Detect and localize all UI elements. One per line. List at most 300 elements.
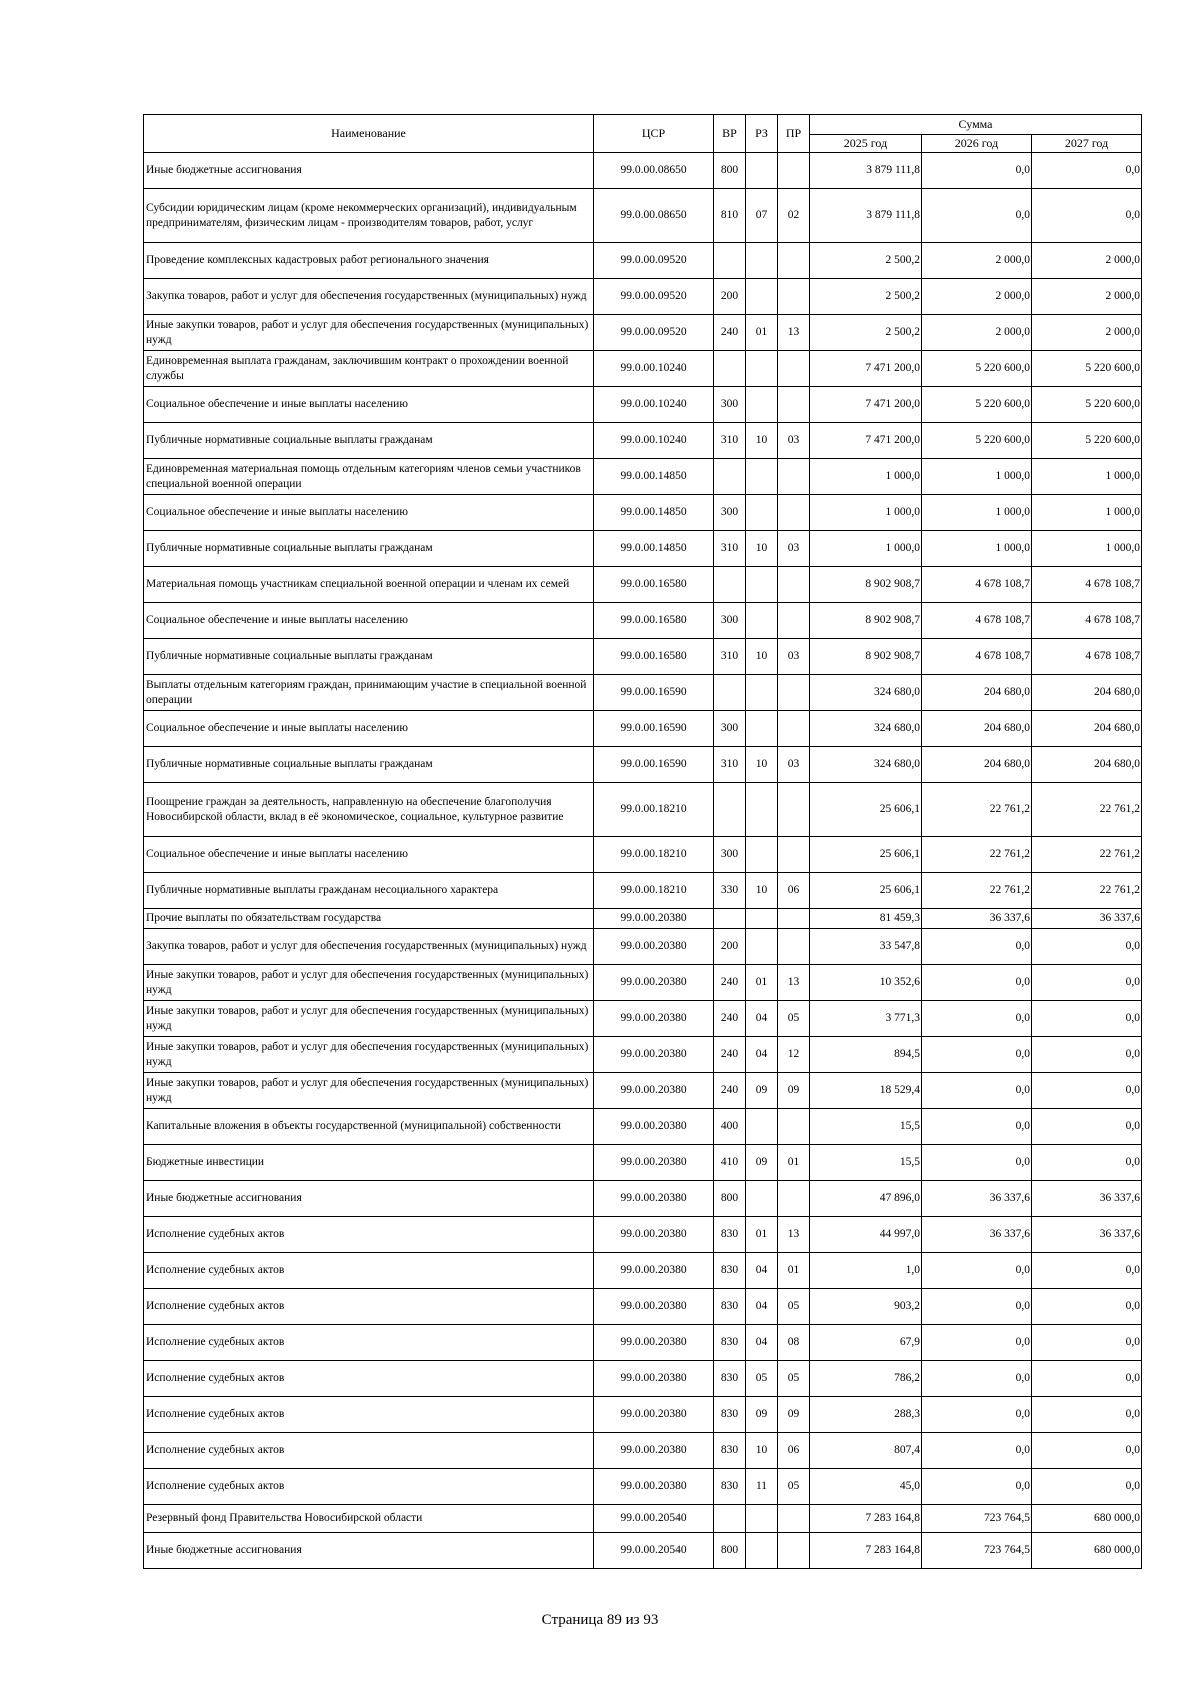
cell-y2025: 18 529,4	[810, 1073, 922, 1109]
cell-y2025: 807,4	[810, 1433, 922, 1469]
cell-csr: 99.0.00.16580	[594, 567, 714, 603]
cell-rz: 09	[746, 1397, 778, 1433]
table-row	[144, 929, 1142, 965]
cell-csr: 99.0.00.16580	[594, 639, 714, 675]
cell-csr: 99.0.00.18210	[594, 783, 714, 837]
table-header	[144, 115, 1142, 153]
table-row	[144, 189, 1142, 243]
cell-vr: 830	[714, 1253, 746, 1289]
cell-csr: 99.0.00.20380	[594, 1109, 714, 1145]
cell-y2025: 2 500,2	[810, 315, 922, 351]
cell-vr: 310	[714, 639, 746, 675]
cell-pr: 06	[778, 1433, 810, 1469]
cell-y2027: 0,0	[1032, 1325, 1142, 1361]
cell-y2025: 1 000,0	[810, 459, 922, 495]
cell-name: Исполнение судебных актов	[144, 1397, 594, 1433]
cell-y2027: 5 220 600,0	[1032, 423, 1142, 459]
cell-y2026: 0,0	[922, 1325, 1032, 1361]
cell-pr: 05	[778, 1361, 810, 1397]
cell-y2026: 1 000,0	[922, 531, 1032, 567]
table-row	[144, 1469, 1142, 1505]
header-2026: 2026 год	[922, 135, 1032, 153]
cell-pr	[778, 837, 810, 873]
cell-csr: 99.0.00.16590	[594, 747, 714, 783]
cell-y2025: 7 283 164,8	[810, 1505, 922, 1533]
cell-rz: 10	[746, 423, 778, 459]
cell-pr	[778, 1533, 810, 1569]
cell-vr: 830	[714, 1325, 746, 1361]
cell-pr: 03	[778, 531, 810, 567]
cell-pr	[778, 1109, 810, 1145]
cell-csr: 99.0.00.14850	[594, 495, 714, 531]
cell-y2025: 1,0	[810, 1253, 922, 1289]
cell-y2026: 0,0	[922, 153, 1032, 189]
cell-rz	[746, 603, 778, 639]
cell-rz: 09	[746, 1073, 778, 1109]
cell-pr	[778, 567, 810, 603]
cell-csr: 99.0.00.20380	[594, 1073, 714, 1109]
cell-vr	[714, 909, 746, 929]
cell-name: Капитальные вложения в объекты государственной (муниципальной) собственности	[144, 1109, 594, 1145]
table-row	[144, 315, 1142, 351]
cell-vr: 830	[714, 1469, 746, 1505]
table-row	[144, 531, 1142, 567]
cell-csr: 99.0.00.20380	[594, 1253, 714, 1289]
cell-name: Выплаты отдельным категориям граждан, принимающим участие в специальной военной операции	[144, 675, 594, 711]
cell-name: Публичные нормативные выплаты гражданам несоциального характера	[144, 873, 594, 909]
table-row	[144, 1037, 1142, 1073]
cell-csr: 99.0.00.08650	[594, 189, 714, 243]
table-row	[144, 495, 1142, 531]
cell-csr: 99.0.00.16580	[594, 603, 714, 639]
cell-y2027: 204 680,0	[1032, 675, 1142, 711]
cell-vr: 240	[714, 1073, 746, 1109]
cell-csr: 99.0.00.08650	[594, 153, 714, 189]
cell-vr: 830	[714, 1397, 746, 1433]
header-rz: РЗ	[746, 115, 778, 153]
cell-y2026: 0,0	[922, 1253, 1032, 1289]
cell-y2025: 3 879 111,8	[810, 153, 922, 189]
cell-csr: 99.0.00.14850	[594, 459, 714, 495]
table-row	[144, 351, 1142, 387]
header-csr: ЦСР	[594, 115, 714, 153]
cell-y2027: 0,0	[1032, 1361, 1142, 1397]
cell-csr: 99.0.00.09520	[594, 315, 714, 351]
cell-pr: 03	[778, 423, 810, 459]
cell-y2025: 1 000,0	[810, 531, 922, 567]
table-row	[144, 423, 1142, 459]
cell-y2026: 0,0	[922, 1109, 1032, 1145]
cell-y2025: 8 902 908,7	[810, 567, 922, 603]
cell-vr: 830	[714, 1289, 746, 1325]
cell-y2026: 36 337,6	[922, 1217, 1032, 1253]
cell-y2027: 22 761,2	[1032, 837, 1142, 873]
cell-y2027: 0,0	[1032, 1109, 1142, 1145]
cell-csr: 99.0.00.20540	[594, 1533, 714, 1569]
cell-name: Публичные нормативные социальные выплаты гражданам	[144, 639, 594, 675]
cell-y2025: 47 896,0	[810, 1181, 922, 1217]
cell-csr: 99.0.00.16590	[594, 675, 714, 711]
cell-pr	[778, 783, 810, 837]
cell-y2025: 25 606,1	[810, 837, 922, 873]
cell-vr	[714, 675, 746, 711]
cell-y2027: 2 000,0	[1032, 315, 1142, 351]
cell-y2026: 0,0	[922, 1361, 1032, 1397]
cell-vr	[714, 351, 746, 387]
cell-vr: 300	[714, 603, 746, 639]
cell-pr	[778, 711, 810, 747]
cell-name: Социальное обеспечение и иные выплаты населению	[144, 837, 594, 873]
cell-y2026: 5 220 600,0	[922, 423, 1032, 459]
table-row	[144, 747, 1142, 783]
table-row	[144, 1001, 1142, 1037]
cell-csr: 99.0.00.20380	[594, 1397, 714, 1433]
cell-name: Проведение комплексных кадастровых работ регионального значения	[144, 243, 594, 279]
cell-y2027: 1 000,0	[1032, 531, 1142, 567]
table-row	[144, 1397, 1142, 1433]
cell-y2027: 2 000,0	[1032, 243, 1142, 279]
cell-y2025: 1 000,0	[810, 495, 922, 531]
header-pr: ПР	[778, 115, 810, 153]
cell-rz: 10	[746, 531, 778, 567]
cell-y2025: 15,5	[810, 1109, 922, 1145]
table-row	[144, 1533, 1142, 1569]
cell-csr: 99.0.00.20380	[594, 1145, 714, 1181]
header-vr: ВР	[714, 115, 746, 153]
cell-y2027: 22 761,2	[1032, 873, 1142, 909]
cell-name: Публичные нормативные социальные выплаты гражданам	[144, 531, 594, 567]
cell-rz: 09	[746, 1145, 778, 1181]
cell-vr: 400	[714, 1109, 746, 1145]
cell-pr	[778, 279, 810, 315]
cell-y2027: 0,0	[1032, 1469, 1142, 1505]
cell-vr	[714, 567, 746, 603]
cell-name: Исполнение судебных актов	[144, 1253, 594, 1289]
cell-pr: 01	[778, 1145, 810, 1181]
cell-y2025: 8 902 908,7	[810, 639, 922, 675]
cell-y2025: 7 471 200,0	[810, 387, 922, 423]
cell-y2027: 22 761,2	[1032, 783, 1142, 837]
table-row	[144, 639, 1142, 675]
cell-y2025: 2 500,2	[810, 243, 922, 279]
cell-y2026: 22 761,2	[922, 837, 1032, 873]
cell-name: Закупка товаров, работ и услуг для обеспечения государственных (муниципальных) нужд	[144, 929, 594, 965]
cell-name: Исполнение судебных актов	[144, 1217, 594, 1253]
cell-y2027: 0,0	[1032, 1289, 1142, 1325]
cell-y2025: 15,5	[810, 1145, 922, 1181]
cell-y2027: 36 337,6	[1032, 1181, 1142, 1217]
cell-y2026: 0,0	[922, 1073, 1032, 1109]
cell-rz	[746, 387, 778, 423]
budget-table	[143, 114, 1142, 1569]
cell-name: Иные бюджетные ассигнования	[144, 153, 594, 189]
cell-y2027: 0,0	[1032, 1253, 1142, 1289]
cell-pr	[778, 495, 810, 531]
cell-rz	[746, 153, 778, 189]
cell-rz: 01	[746, 315, 778, 351]
cell-name: Исполнение судебных актов	[144, 1325, 594, 1361]
cell-vr: 310	[714, 747, 746, 783]
cell-y2025: 324 680,0	[810, 747, 922, 783]
cell-y2027: 680 000,0	[1032, 1533, 1142, 1569]
cell-y2026: 4 678 108,7	[922, 567, 1032, 603]
cell-rz: 05	[746, 1361, 778, 1397]
cell-y2027: 204 680,0	[1032, 711, 1142, 747]
header-sum: Сумма	[810, 115, 1142, 135]
cell-rz	[746, 567, 778, 603]
cell-csr: 99.0.00.09520	[594, 279, 714, 315]
cell-name: Исполнение судебных актов	[144, 1289, 594, 1325]
cell-name: Прочие выплаты по обязательствам государства	[144, 909, 594, 929]
cell-rz	[746, 1181, 778, 1217]
cell-name: Субсидии юридическим лицам (кроме некоммерческих организаций), индивидуальным предпринимателям, физическим лицам - производителям товаров, работ, услуг	[144, 189, 594, 243]
header-2027: 2027 год	[1032, 135, 1142, 153]
cell-vr: 240	[714, 1037, 746, 1073]
cell-vr: 200	[714, 279, 746, 315]
cell-vr: 830	[714, 1361, 746, 1397]
cell-pr	[778, 909, 810, 929]
table-row	[144, 1361, 1142, 1397]
cell-y2026: 0,0	[922, 189, 1032, 243]
cell-rz	[746, 711, 778, 747]
cell-csr: 99.0.00.20540	[594, 1505, 714, 1533]
cell-rz: 10	[746, 639, 778, 675]
table-row	[144, 243, 1142, 279]
table-row	[144, 459, 1142, 495]
cell-y2026: 1 000,0	[922, 459, 1032, 495]
cell-name: Бюджетные инвестиции	[144, 1145, 594, 1181]
table-body	[144, 153, 1142, 1569]
cell-rz: 04	[746, 1037, 778, 1073]
cell-name: Публичные нормативные социальные выплаты гражданам	[144, 747, 594, 783]
cell-pr: 01	[778, 1253, 810, 1289]
cell-csr: 99.0.00.20380	[594, 1325, 714, 1361]
cell-vr: 330	[714, 873, 746, 909]
cell-y2027: 0,0	[1032, 1001, 1142, 1037]
cell-y2026: 723 764,5	[922, 1505, 1032, 1533]
cell-name: Иные закупки товаров, работ и услуг для обеспечения государственных (муниципальных) нужд	[144, 1073, 594, 1109]
table-row	[144, 1145, 1142, 1181]
table-row	[144, 1109, 1142, 1145]
cell-y2027: 1 000,0	[1032, 459, 1142, 495]
cell-y2026: 0,0	[922, 1433, 1032, 1469]
cell-vr: 200	[714, 929, 746, 965]
cell-y2026: 4 678 108,7	[922, 603, 1032, 639]
cell-rz	[746, 909, 778, 929]
cell-rz	[746, 351, 778, 387]
cell-vr: 310	[714, 531, 746, 567]
cell-y2026: 0,0	[922, 1397, 1032, 1433]
cell-y2026: 0,0	[922, 1145, 1032, 1181]
cell-y2026: 5 220 600,0	[922, 351, 1032, 387]
cell-csr: 99.0.00.16590	[594, 711, 714, 747]
cell-y2026: 0,0	[922, 1289, 1032, 1325]
cell-vr: 830	[714, 1217, 746, 1253]
cell-csr: 99.0.00.20380	[594, 965, 714, 1001]
cell-y2026: 36 337,6	[922, 1181, 1032, 1217]
cell-csr: 99.0.00.20380	[594, 1433, 714, 1469]
cell-rz: 04	[746, 1289, 778, 1325]
cell-name: Социальное обеспечение и иные выплаты населению	[144, 387, 594, 423]
cell-rz: 01	[746, 965, 778, 1001]
cell-y2027: 36 337,6	[1032, 1217, 1142, 1253]
cell-y2026: 2 000,0	[922, 279, 1032, 315]
cell-y2027: 0,0	[1032, 1397, 1142, 1433]
cell-y2026: 22 761,2	[922, 873, 1032, 909]
cell-y2025: 81 459,3	[810, 909, 922, 929]
cell-y2025: 2 500,2	[810, 279, 922, 315]
cell-name: Иные бюджетные ассигнования	[144, 1533, 594, 1569]
cell-y2026: 723 764,5	[922, 1533, 1032, 1569]
cell-rz: 04	[746, 1253, 778, 1289]
cell-y2027: 1 000,0	[1032, 495, 1142, 531]
cell-name: Резервный фонд Правительства Новосибирской области	[144, 1505, 594, 1533]
cell-vr: 800	[714, 1181, 746, 1217]
header-name: Наименование	[144, 115, 594, 153]
table-row	[144, 873, 1142, 909]
cell-vr: 300	[714, 837, 746, 873]
cell-pr: 05	[778, 1289, 810, 1325]
cell-y2025: 7 471 200,0	[810, 351, 922, 387]
table-row	[144, 153, 1142, 189]
table-row	[144, 1325, 1142, 1361]
cell-pr	[778, 1181, 810, 1217]
cell-y2025: 45,0	[810, 1469, 922, 1505]
cell-rz	[746, 1533, 778, 1569]
cell-y2027: 4 678 108,7	[1032, 603, 1142, 639]
cell-y2026: 4 678 108,7	[922, 639, 1032, 675]
cell-name: Исполнение судебных актов	[144, 1469, 594, 1505]
cell-rz	[746, 675, 778, 711]
table-row	[144, 603, 1142, 639]
cell-y2027: 0,0	[1032, 1433, 1142, 1469]
cell-pr: 13	[778, 315, 810, 351]
cell-csr: 99.0.00.20380	[594, 929, 714, 965]
cell-y2025: 894,5	[810, 1037, 922, 1073]
cell-y2026: 2 000,0	[922, 243, 1032, 279]
cell-pr: 08	[778, 1325, 810, 1361]
cell-rz	[746, 243, 778, 279]
table-row	[144, 909, 1142, 929]
cell-y2026: 0,0	[922, 965, 1032, 1001]
cell-y2027: 36 337,6	[1032, 909, 1142, 929]
cell-pr	[778, 1505, 810, 1533]
cell-y2025: 44 997,0	[810, 1217, 922, 1253]
cell-vr: 800	[714, 153, 746, 189]
cell-y2025: 903,2	[810, 1289, 922, 1325]
cell-y2027: 0,0	[1032, 189, 1142, 243]
cell-rz: 04	[746, 1325, 778, 1361]
cell-pr	[778, 387, 810, 423]
cell-vr	[714, 243, 746, 279]
cell-y2025: 67,9	[810, 1325, 922, 1361]
cell-vr: 300	[714, 495, 746, 531]
cell-name: Закупка товаров, работ и услуг для обеспечения государственных (муниципальных) нужд	[144, 279, 594, 315]
cell-y2026: 0,0	[922, 1469, 1032, 1505]
cell-name: Единовременная выплата гражданам, заключившим контракт о прохождении военной службы	[144, 351, 594, 387]
cell-rz: 04	[746, 1001, 778, 1037]
cell-y2025: 7 471 200,0	[810, 423, 922, 459]
cell-name: Социальное обеспечение и иные выплаты населению	[144, 603, 594, 639]
cell-vr: 830	[714, 1433, 746, 1469]
cell-csr: 99.0.00.18210	[594, 837, 714, 873]
cell-y2025: 324 680,0	[810, 675, 922, 711]
cell-y2025: 324 680,0	[810, 711, 922, 747]
cell-y2027: 0,0	[1032, 153, 1142, 189]
cell-rz: 10	[746, 873, 778, 909]
cell-vr: 410	[714, 1145, 746, 1181]
cell-vr: 300	[714, 387, 746, 423]
table-row	[144, 711, 1142, 747]
cell-pr	[778, 459, 810, 495]
cell-name: Иные закупки товаров, работ и услуг для обеспечения государственных (муниципальных) нужд	[144, 1037, 594, 1073]
cell-pr: 09	[778, 1073, 810, 1109]
cell-y2027: 4 678 108,7	[1032, 567, 1142, 603]
cell-y2027: 2 000,0	[1032, 279, 1142, 315]
cell-y2025: 25 606,1	[810, 873, 922, 909]
cell-vr: 310	[714, 423, 746, 459]
cell-pr: 13	[778, 1217, 810, 1253]
cell-y2026: 2 000,0	[922, 315, 1032, 351]
cell-rz: 01	[746, 1217, 778, 1253]
cell-name: Иные закупки товаров, работ и услуг для обеспечения государственных (муниципальных) нужд	[144, 315, 594, 351]
table-row	[144, 279, 1142, 315]
cell-vr	[714, 459, 746, 495]
cell-csr: 99.0.00.20380	[594, 1181, 714, 1217]
cell-y2025: 786,2	[810, 1361, 922, 1397]
budget-table-sheet	[143, 114, 1141, 1569]
cell-vr	[714, 1505, 746, 1533]
cell-vr: 800	[714, 1533, 746, 1569]
cell-y2025: 10 352,6	[810, 965, 922, 1001]
cell-pr: 02	[778, 189, 810, 243]
cell-y2027: 0,0	[1032, 1073, 1142, 1109]
cell-name: Исполнение судебных актов	[144, 1433, 594, 1469]
cell-pr: 13	[778, 965, 810, 1001]
cell-y2027: 4 678 108,7	[1032, 639, 1142, 675]
cell-y2026: 1 000,0	[922, 495, 1032, 531]
cell-csr: 99.0.00.14850	[594, 531, 714, 567]
table-row	[144, 675, 1142, 711]
cell-vr: 240	[714, 315, 746, 351]
cell-pr	[778, 603, 810, 639]
cell-name: Социальное обеспечение и иные выплаты населению	[144, 495, 594, 531]
table-row	[144, 1433, 1142, 1469]
cell-rz	[746, 459, 778, 495]
cell-csr: 99.0.00.10240	[594, 351, 714, 387]
cell-vr	[714, 783, 746, 837]
cell-y2025: 8 902 908,7	[810, 603, 922, 639]
cell-y2026: 22 761,2	[922, 783, 1032, 837]
cell-pr: 06	[778, 873, 810, 909]
table-row	[144, 783, 1142, 837]
table-row	[144, 1253, 1142, 1289]
cell-pr	[778, 153, 810, 189]
cell-y2026: 204 680,0	[922, 711, 1032, 747]
cell-vr: 300	[714, 711, 746, 747]
table-row	[144, 1181, 1142, 1217]
cell-name: Социальное обеспечение и иные выплаты населению	[144, 711, 594, 747]
cell-y2027: 0,0	[1032, 929, 1142, 965]
cell-csr: 99.0.00.20380	[594, 1289, 714, 1325]
cell-y2027: 5 220 600,0	[1032, 387, 1142, 423]
cell-pr: 03	[778, 639, 810, 675]
table-row	[144, 837, 1142, 873]
table-row	[144, 567, 1142, 603]
cell-pr	[778, 675, 810, 711]
cell-name: Исполнение судебных актов	[144, 1361, 594, 1397]
cell-pr: 09	[778, 1397, 810, 1433]
